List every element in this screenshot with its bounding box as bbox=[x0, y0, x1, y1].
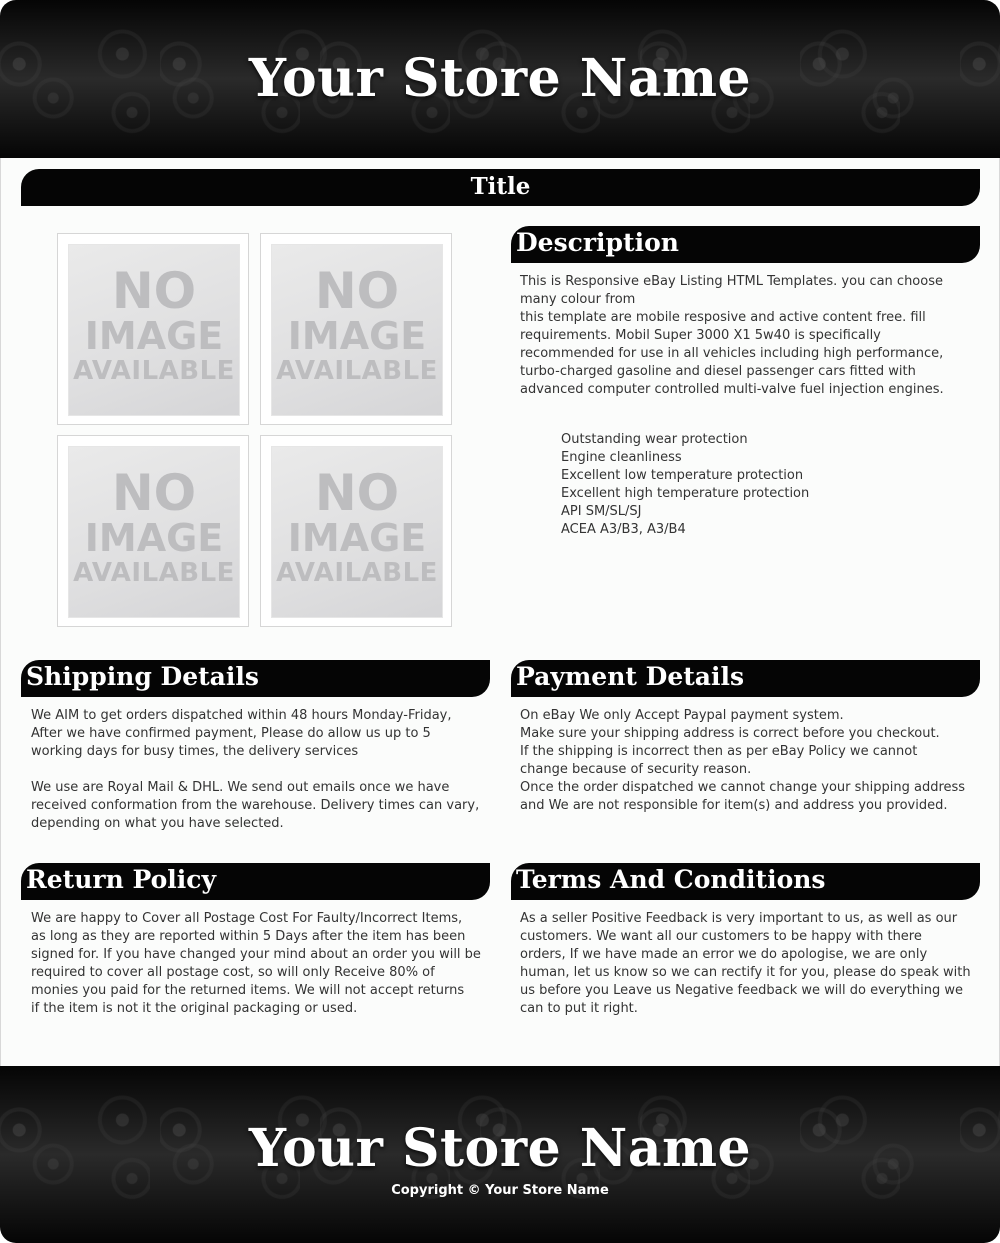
placeholder-text: IMAGE bbox=[84, 314, 224, 358]
description-text bbox=[520, 273, 970, 399]
terms-line: human, let us know so we can rectify it for you, please do speak with bbox=[520, 965, 971, 980]
return-line: required to cover all postage cost, so will only Receive 80% of bbox=[31, 965, 435, 980]
no-image-placeholder bbox=[271, 446, 443, 618]
placeholder-text: AVAILABLE bbox=[73, 356, 235, 386]
return-policy-heading: Return Policy bbox=[21, 863, 490, 900]
shipping-line: depending on what you have selected. bbox=[31, 816, 284, 831]
store-name-header[interactable]: Your Store Name bbox=[248, 48, 752, 109]
payment-line: On eBay We only Accept Paypal payment system. bbox=[520, 708, 844, 723]
feature-item: Excellent low temperature protection bbox=[561, 468, 804, 483]
payment-line: Make sure your shipping address is correct before you checkout. bbox=[520, 726, 940, 741]
description-line: recommended for use in all vehicles including high performance, bbox=[520, 346, 944, 361]
terms-heading: Terms And Conditions bbox=[511, 863, 980, 900]
no-image-placeholder bbox=[68, 244, 240, 416]
header-banner bbox=[0, 0, 1000, 158]
placeholder-text: NO bbox=[111, 464, 197, 522]
return-line: signed for. If you have changed your mind about an order you will be bbox=[31, 947, 481, 962]
placeholder-text: AVAILABLE bbox=[276, 356, 438, 386]
terms-text bbox=[520, 910, 985, 1018]
main-content bbox=[0, 158, 1000, 1066]
placeholder-text: NO bbox=[314, 262, 400, 320]
payment-line: If the shipping is incorrect then as per eBay Policy we cannot bbox=[520, 744, 918, 759]
shipping-line: working days for busy times, the delivery services bbox=[31, 744, 359, 759]
terms-line: As a seller Positive Feedback is very important to us, as well as our bbox=[520, 911, 958, 926]
no-image-placeholder bbox=[68, 446, 240, 618]
payment-line: Once the order dispatched we cannot change your shipping address bbox=[520, 780, 966, 795]
terms-line: orders, If we have made an error we do apologise, we are only bbox=[520, 947, 928, 962]
shipping-line: We use are Royal Mail & DHL. We send out emails once we have bbox=[31, 780, 450, 795]
return-line: We are happy to Cover all Postage Cost For Faulty/Incorrect Items, bbox=[31, 911, 463, 926]
feature-item: API SM/SL/SJ bbox=[561, 504, 642, 519]
product-image-thumb[interactable] bbox=[260, 233, 452, 425]
shipping-line: received conformation from the warehouse. Delivery times can vary, bbox=[31, 798, 480, 813]
terms-line: can to put it right. bbox=[520, 1001, 638, 1016]
placeholder-text: IMAGE bbox=[84, 516, 224, 560]
placeholder-text: IMAGE bbox=[287, 516, 427, 560]
description-line: this template are mobile resposive and active content free. fill bbox=[520, 310, 926, 325]
product-image-thumb[interactable] bbox=[260, 435, 452, 627]
description-line: This is Responsive eBay Listing HTML Templates. you can choose bbox=[520, 274, 943, 289]
terms-line: customers. We want all our customers to be happy with there bbox=[520, 929, 922, 944]
return-line: monies you paid for the returned items. We will not accept returns bbox=[31, 983, 465, 998]
feature-item: Outstanding wear protection bbox=[561, 432, 748, 447]
description-line: turbo-charged gasoline and diesel passenger cars fitted with bbox=[520, 364, 916, 379]
placeholder-text: AVAILABLE bbox=[73, 558, 235, 588]
no-image-placeholder bbox=[271, 244, 443, 416]
description-line: many colour from bbox=[520, 292, 636, 307]
description-heading: Description bbox=[511, 226, 980, 263]
feature-item: ACEA A3/B3, A3/B4 bbox=[561, 522, 686, 537]
terms-line: us before you Leave us Negative feedback we will do everything we bbox=[520, 983, 964, 998]
copyright-text: Copyright © Your Store Name bbox=[391, 1183, 609, 1198]
footer-banner bbox=[0, 1066, 1000, 1243]
description-line: advanced computer controlled multi-valve fuel injection engines. bbox=[520, 382, 944, 397]
shipping-line: We AIM to get orders dispatched within 48 hours Monday-Friday, bbox=[31, 708, 452, 723]
store-name-footer[interactable]: Your Store Name bbox=[248, 1118, 752, 1179]
placeholder-text: NO bbox=[111, 262, 197, 320]
description-line: requirements. Mobil Super 3000 X1 5w40 is specifically bbox=[520, 328, 881, 343]
placeholder-text: NO bbox=[314, 464, 400, 522]
placeholder-text: IMAGE bbox=[287, 314, 427, 358]
shipping-heading: Shipping Details bbox=[21, 660, 490, 697]
product-image-thumb[interactable] bbox=[57, 435, 249, 627]
feature-item: Excellent high temperature protection bbox=[561, 486, 810, 501]
shipping-text bbox=[31, 707, 486, 833]
payment-text bbox=[520, 707, 980, 815]
payment-heading: Payment Details bbox=[511, 660, 980, 697]
product-image-thumb[interactable] bbox=[57, 233, 249, 425]
payment-line: and We are not responsible for item(s) and address you provided. bbox=[520, 798, 948, 813]
return-line: if the item is not it the original packaging or used. bbox=[31, 1001, 358, 1016]
return-policy-text bbox=[31, 910, 491, 1018]
placeholder-text: AVAILABLE bbox=[276, 558, 438, 588]
return-line: as long as they are reported within 5 Days after the item has been bbox=[31, 929, 466, 944]
listing-title: Title bbox=[21, 169, 980, 206]
feature-list bbox=[561, 431, 809, 539]
feature-item: Engine cleanliness bbox=[561, 450, 682, 465]
payment-line: change because of security reason. bbox=[520, 762, 752, 777]
shipping-line: After we have confirmed payment, Please do allow us up to 5 bbox=[31, 726, 431, 741]
